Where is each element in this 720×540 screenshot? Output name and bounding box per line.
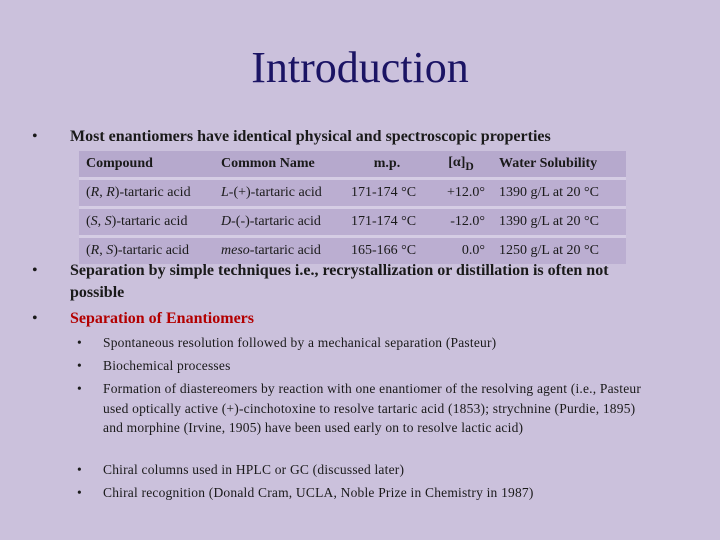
sub-bullet (77, 460, 663, 480)
cell-mp: 165-166 °C (344, 237, 430, 265)
text: -tartaric acid (249, 243, 321, 258)
bullet-marker: • (77, 462, 82, 477)
sub-bullet-text: Chiral columns used in HPLC or GC (discussed later) (103, 462, 405, 477)
text: D (221, 214, 232, 229)
text: R (90, 243, 100, 258)
text: , (99, 243, 107, 258)
text: ( (86, 185, 91, 200)
sub-bullet (77, 356, 663, 376)
text: S (106, 243, 114, 258)
sub-bullet (77, 333, 663, 353)
bullet-marker: • (77, 381, 82, 396)
bullet-marker: • (77, 485, 82, 500)
text: L (221, 185, 229, 200)
text: )-tartaric acid (111, 214, 188, 229)
bullet-separation-simple (32, 260, 660, 304)
cell-rotation: +12.0° (430, 179, 492, 208)
header-compound: Compound (79, 151, 214, 179)
header-rotation (430, 151, 492, 179)
cell-compound (79, 179, 214, 208)
header-rotation-symbol: [α] (448, 155, 466, 171)
cell-solubility: 1390 g/L at 20 °C (492, 208, 626, 237)
header-water-solubility: Water Solubility (492, 151, 626, 179)
cell-solubility: 1250 g/L at 20 °C (492, 237, 626, 265)
bullet-marker: • (77, 358, 82, 373)
text: meso (221, 243, 250, 258)
bullet-text: Most enantiomers have identical physical and spectroscopic properties (70, 128, 551, 145)
table-header-row (79, 151, 626, 179)
text: ( (86, 214, 91, 229)
text: -(-)-tartaric acid (231, 214, 321, 229)
text: )-tartaric acid (114, 185, 191, 200)
bullet-text: Separation of Enantiomers (70, 310, 254, 327)
bullet-marker: • (32, 310, 38, 327)
bullet-marker: • (77, 335, 82, 350)
bullet-separation-enantiomers (32, 308, 254, 330)
text: , (97, 214, 105, 229)
sub-bullet-text: Formation of diastereomers by reaction with one enantiomer of the resolving agent (i.e., Pasteur used optically active (+)-cinchotoxine to resolve tartaric acid (1853); strychnine (Purdie, 1895) and morphine (Irvine, 1905) have been used early on to resolve lactic acid) (103, 381, 642, 435)
sub-bullet (77, 483, 683, 503)
text: S (90, 214, 98, 229)
sub-bullet-text: Chiral recognition (Donald Cram, UCLA, Noble Prize in Chemistry in 1987) (103, 485, 534, 500)
bullet-marker: • (32, 128, 38, 145)
bullet-identical-properties (32, 126, 630, 148)
text: )-tartaric acid (113, 243, 190, 258)
text: S (104, 214, 112, 229)
text: , (99, 185, 107, 200)
cell-compound (79, 208, 214, 237)
cell-mp: 171-174 °C (344, 208, 430, 237)
cell-mp: 171-174 °C (344, 179, 430, 208)
bullet-text: Separation by simple techniques i.e., recrystallization or distillation is often not possible (70, 262, 609, 301)
header-common-name: Common Name (214, 151, 344, 179)
text: R (90, 185, 100, 200)
header-mp: m.p. (344, 151, 430, 179)
slide-title: Introduction (251, 43, 469, 92)
sub-bullet (77, 379, 648, 438)
bullet-marker: • (32, 262, 38, 279)
cell-solubility: 1390 g/L at 20 °C (492, 179, 626, 208)
cell-common-name (214, 179, 344, 208)
properties-table (79, 151, 626, 264)
cell-rotation: -12.0° (430, 208, 492, 237)
cell-rotation: 0.0° (430, 237, 492, 265)
text: ( (86, 243, 91, 258)
sub-bullet-text: Biochemical processes (103, 358, 231, 373)
header-rotation-subscript: D (465, 159, 474, 173)
table-row (79, 208, 626, 237)
text: -(+)-tartaric acid (228, 185, 322, 200)
cell-common-name (214, 208, 344, 237)
text: R (106, 185, 115, 200)
sub-bullet-text: Spontaneous resolution followed by a mechanical separation (Pasteur) (103, 335, 497, 350)
table-row (79, 179, 626, 208)
